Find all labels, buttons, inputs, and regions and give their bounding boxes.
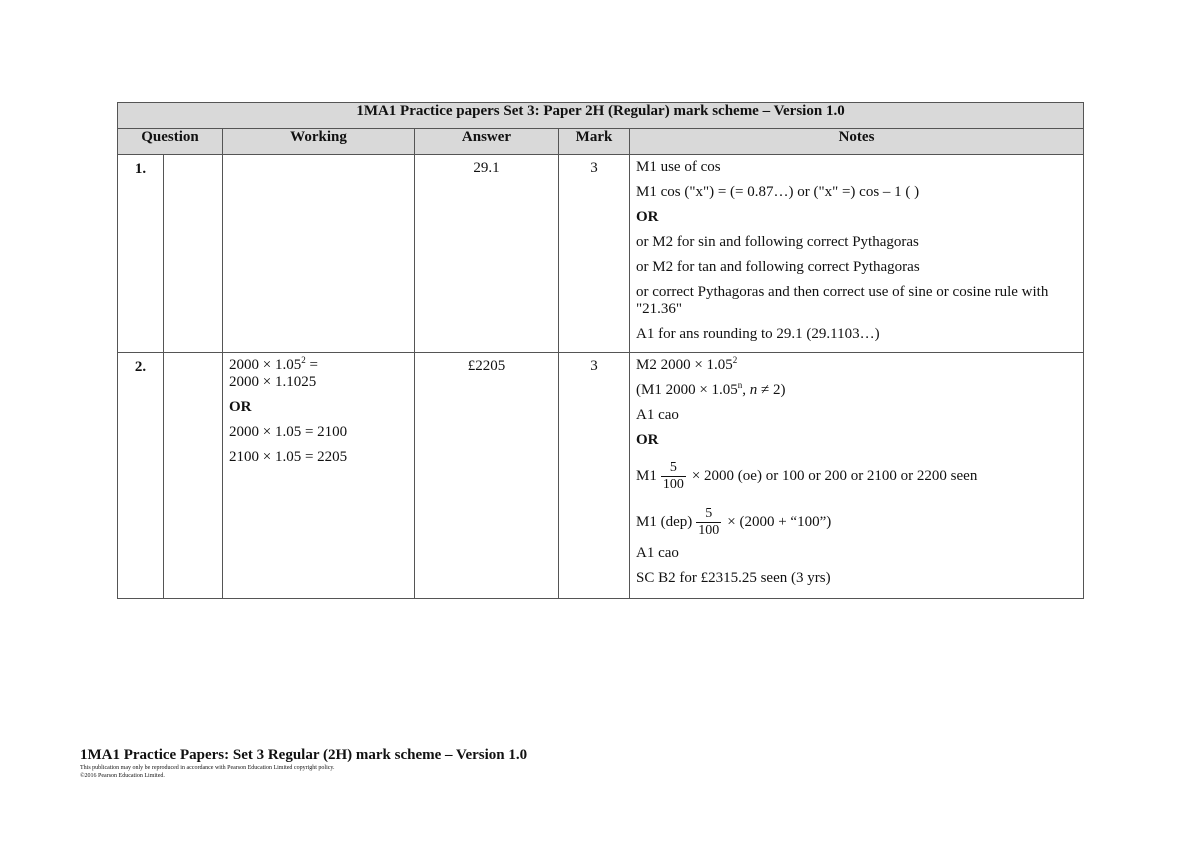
note-line: M2 $2000 \times 1.05^2$ <box>636 355 738 373</box>
header-answer: Answer <box>415 129 559 155</box>
note-line: or M2 for sin and following correct Pythagoras <box>636 234 919 250</box>
mark-cell: 3 <box>559 353 630 599</box>
answer-cell: £2205 <box>415 353 559 599</box>
working-or: OR <box>229 399 252 415</box>
copyright-line: ©2016 Pearson Education Limited. <box>80 773 165 779</box>
note-line: or correct Pythagoras and then correct use of sine or cosine rule with "21.36" <box>636 284 1049 317</box>
footer-title: 1MA1 Practice Papers: Set 3 Regular (2H) mark scheme – Version 1.0 <box>80 747 528 763</box>
note-line: M1 (dep) $\frac{5}{100}$ × (2000 + “100”) <box>636 506 832 539</box>
note-line: or M2 for tan and following correct Pythagoras <box>636 259 920 275</box>
working-cell <box>223 353 415 599</box>
table-row <box>118 155 1084 353</box>
note-line: (M1 $2000 \times 1.05^n$, n ≠ 2) <box>636 380 786 398</box>
notes-cell <box>630 353 1084 599</box>
working-line: 2100 × 1.05 = 2205 <box>229 449 348 465</box>
table-title: 1MA1 Practice papers Set 3: Paper 2H (Regular) mark scheme – Version 1.0 <box>118 103 1084 129</box>
page-footer <box>80 746 527 780</box>
fraction: $\frac{5}{100}$ <box>662 460 684 493</box>
working-line: 2000 × 1.05 = 2100 <box>229 424 348 440</box>
header-working: Working <box>223 129 415 155</box>
working-line: $2000 \times 1.05^2$ = <box>229 355 318 373</box>
note-line: M1 cos ("x") = (= 0.87…) or ("x" =) cos – 1 ( ) <box>636 184 920 200</box>
note-or: OR <box>636 432 659 448</box>
copyright-notice: This publication may only be reproduced in accordance with Pearson Education Limited copyright policy. <box>80 765 335 771</box>
note-line: M1 $\frac{5}{100}$ × 2000 (oe) or 100 or 200 or 2100 or 2200 seen <box>636 460 978 493</box>
mark-cell: 3 <box>559 155 630 353</box>
note-line: SC B2 for £2315.25 seen (3 yrs) <box>636 570 831 586</box>
mark-scheme-table <box>117 102 1084 599</box>
note-or: OR <box>636 209 659 225</box>
question-part <box>164 353 223 599</box>
question-number: 1. <box>118 155 164 353</box>
working-cell <box>223 155 415 353</box>
question-part <box>164 155 223 353</box>
note-line: A1 for ans rounding to 29.1 (29.1103…) <box>636 326 880 342</box>
working-line: 2000 × 1.1025 <box>229 374 317 390</box>
header-notes: Notes <box>630 129 1084 155</box>
header-mark: Mark <box>559 129 630 155</box>
notes-cell <box>630 155 1084 353</box>
answer-cell: 29.1 <box>415 155 559 353</box>
question-number: 2. <box>118 353 164 599</box>
note-line: A1 cao <box>636 407 679 423</box>
note-line: M1 use of cos <box>636 159 721 175</box>
note-line: A1 cao <box>636 545 679 561</box>
table-row <box>118 353 1084 599</box>
header-question: Question <box>118 129 223 155</box>
fraction: $\frac{5}{100}$ <box>698 506 720 539</box>
